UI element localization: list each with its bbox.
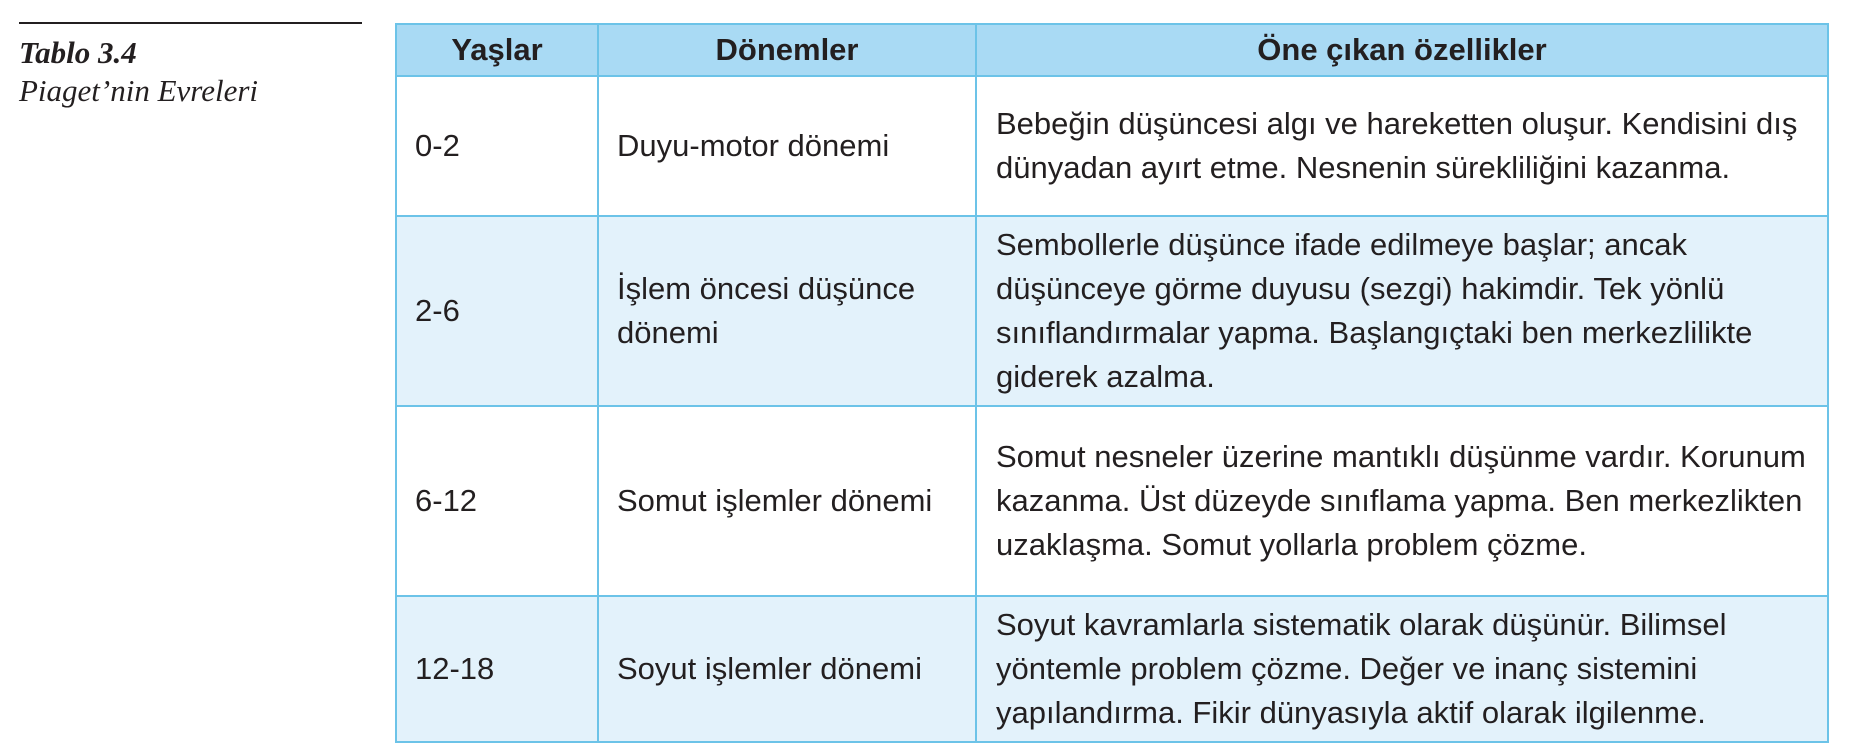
header-row <box>396 24 1828 76</box>
features-cell: Bebeğin düşüncesi algı ve hareketten oluşur. Kendisini dış dünyadan ayırt etme. Nesnenin sürekliliğini kazanma. <box>976 76 1828 216</box>
features-cell: Sembollerle düşünce ifade edilmeye başlar; ancak düşünceye görme duyusu (sezgi) hakimdir. Tek yönlü sınıflandırmalar yapma. Başlangıçtaki ben merkezlilikte giderek azalma. <box>976 216 1828 406</box>
table-caption <box>19 22 362 110</box>
header-periods: Dönemler <box>598 24 976 76</box>
table-row <box>396 76 1828 216</box>
table-row <box>396 216 1828 406</box>
table-number: Tablo 3.4 <box>19 35 137 70</box>
header-features: Öne çıkan özellikler <box>976 24 1828 76</box>
table-title: Piaget’nin Evreleri <box>19 73 259 108</box>
table-row <box>396 596 1828 742</box>
period-cell: Duyu-motor dönemi <box>598 76 976 216</box>
period-cell: İşlem öncesi düşünce dönemi <box>598 216 976 406</box>
piaget-stages-table <box>395 23 1829 743</box>
features-cell: Somut nesneler üzerine mantıklı düşünme vardır. Korunum kazanma. Üst düzeyde sınıflama yapma. Ben merkezlikten uzaklaşma. Somut yollarla problem çözme. <box>976 406 1828 596</box>
period-cell: Soyut işlemler dönemi <box>598 596 976 742</box>
features-cell: Soyut kavramlarla sistematik olarak düşünür. Bilimsel yöntemle problem çözme. Değer ve inanç sistemini yapılandırma. Fikir dünyasıyla aktif olarak ilgilenme. <box>976 596 1828 742</box>
age-cell: 0-2 <box>396 76 598 216</box>
age-cell: 12-18 <box>396 596 598 742</box>
period-cell: Somut işlemler dönemi <box>598 406 976 596</box>
header-ages: Yaşlar <box>396 24 598 76</box>
table-row <box>396 406 1828 596</box>
age-cell: 6-12 <box>396 406 598 596</box>
age-cell: 2-6 <box>396 216 598 406</box>
